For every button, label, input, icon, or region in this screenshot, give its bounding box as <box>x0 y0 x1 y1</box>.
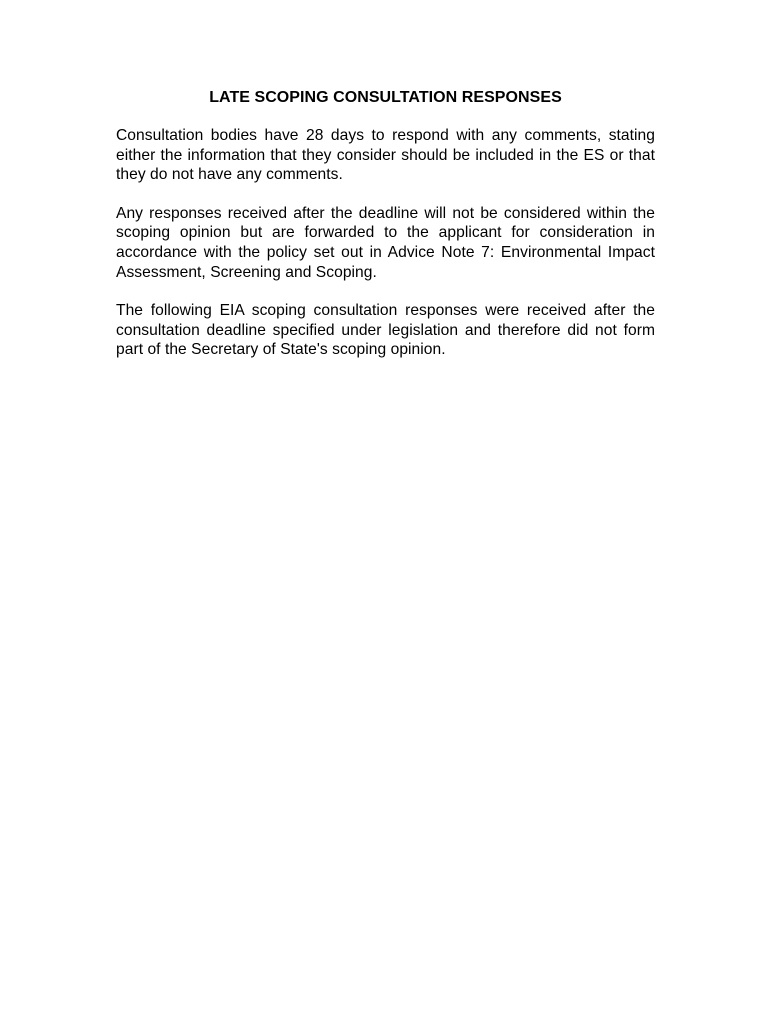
document-body <box>116 88 655 379</box>
paragraph-deadline-info: Consultation bodies have 28 days to respond with any comments, stating either the information that they consider should be included in the ES or that they do not have any comments. <box>116 127 655 184</box>
paragraph-late-responses-list-intro: The following EIA scoping consultation responses were received after the consultation deadline specified under legislation and therefore did not form part of the Secretary of State's scoping opinion. <box>116 302 655 359</box>
paragraph-late-responses-policy: Any responses received after the deadline will not be considered within the scoping opinion but are forwarded to the applicant for consideration in accordance with the policy set out in Advice Note 7: Environmental Impact Assessment, Screening and Scoping. <box>116 204 655 281</box>
page-title: LATE SCOPING CONSULTATION RESPONSES <box>209 89 562 106</box>
